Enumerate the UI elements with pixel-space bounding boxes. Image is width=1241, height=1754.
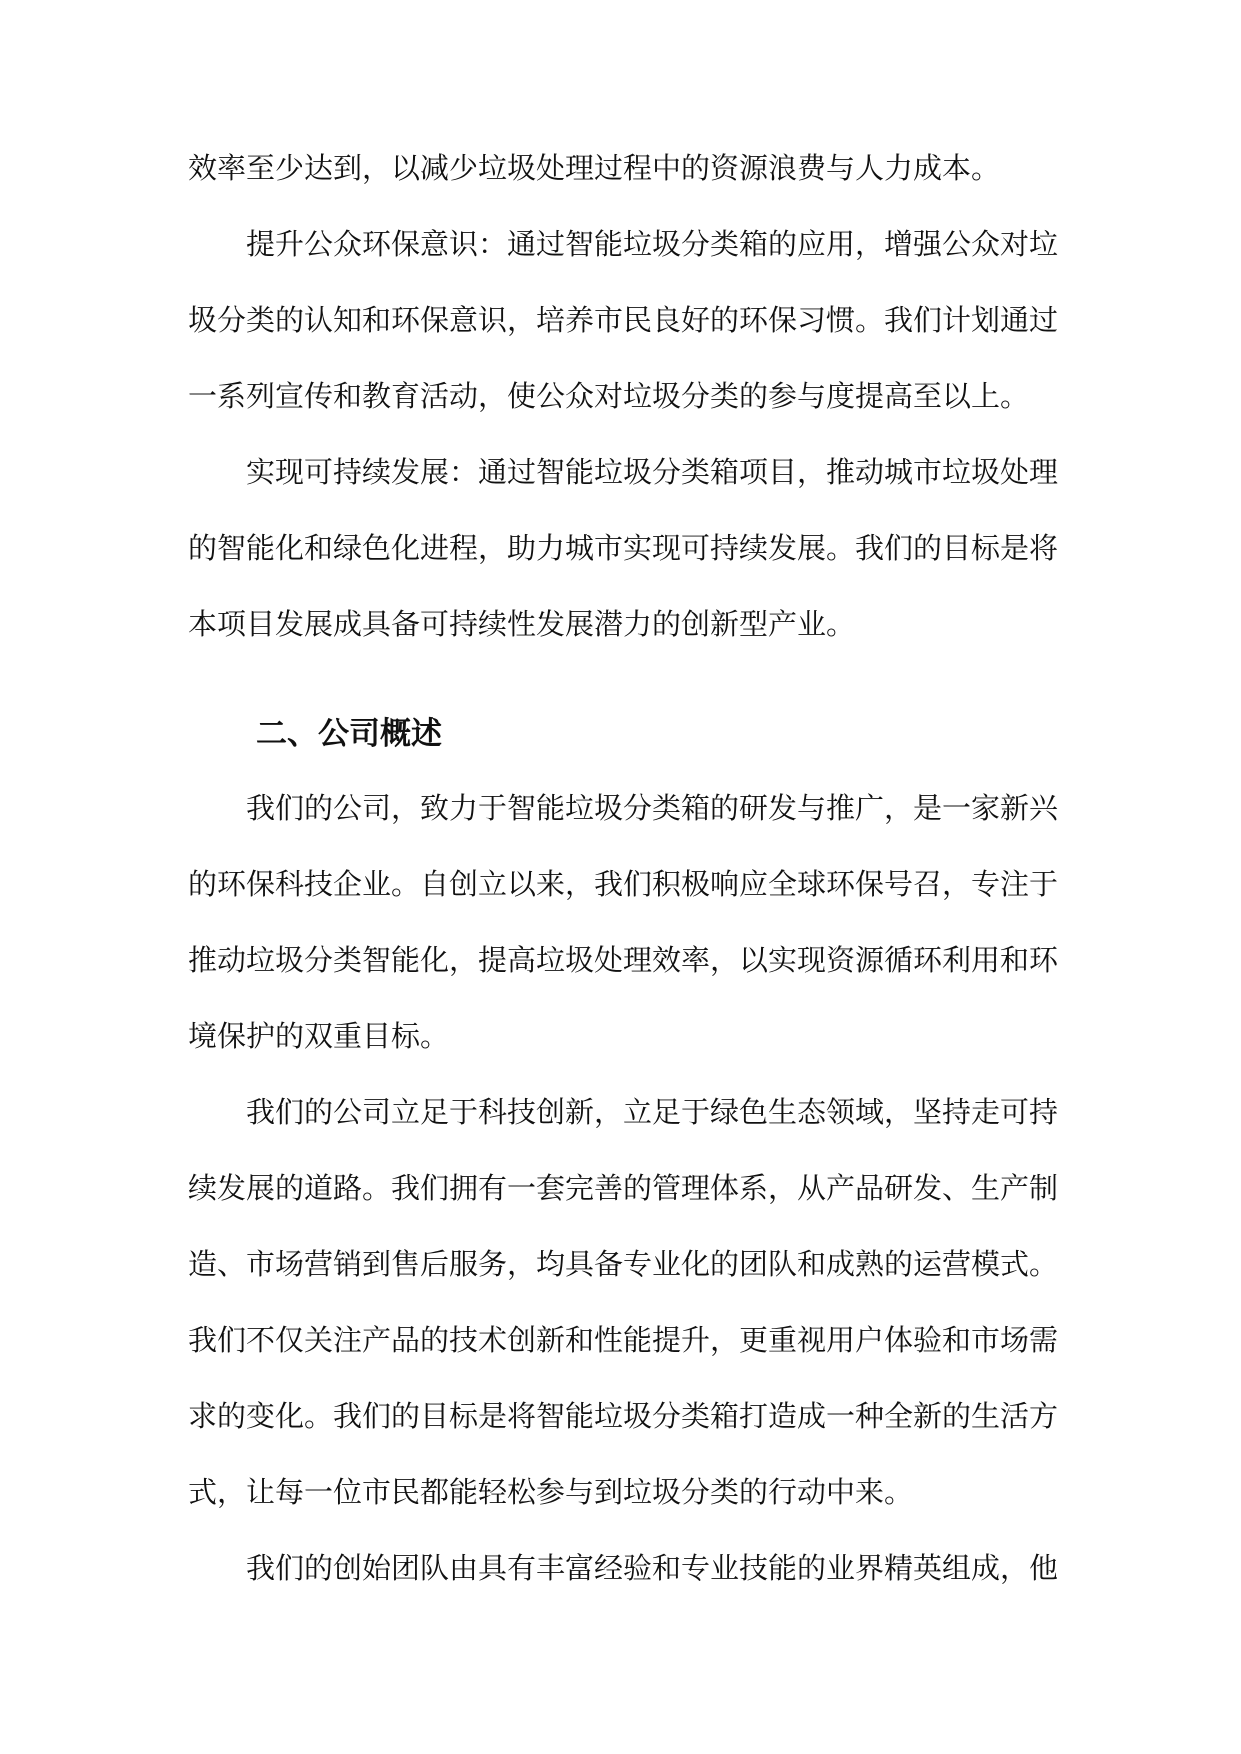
text-line: 我们的公司立足于科技创新，立足于绿色生态领域，坚持走可持 [246, 1095, 1059, 1129]
paragraph [188, 222, 1058, 450]
paragraphs-after [188, 786, 1058, 1622]
section-heading: 二、公司概述 [256, 716, 442, 752]
paragraph [188, 1546, 1058, 1622]
text-line: 的智能化和绿色化进程，助力城市实现可持续发展。我们的目标是将 [188, 531, 1059, 565]
paragraph [188, 786, 1058, 1090]
text-line: 我们的创始团队由具有丰富经验和专业技能的业界精英组成，他 [246, 1551, 1059, 1585]
text-line: 续发展的道路。我们拥有一套完善的管理体系，从产品研发、生产制 [188, 1171, 1059, 1205]
paragraphs-before [188, 146, 1058, 678]
text-line: 推动垃圾分类智能化，提高垃圾处理效率，以实现资源循环利用和环 [188, 943, 1059, 977]
text-line: 境保护的双重目标。 [188, 1019, 450, 1053]
text-line: 效率至少达到，以减少垃圾处理过程中的资源浪费与人力成本。 [188, 151, 1001, 185]
text-line: 我们不仅关注产品的技术创新和性能提升，更重视用户体验和市场需 [188, 1323, 1059, 1357]
text-line: 求的变化。我们的目标是将智能垃圾分类箱打造成一种全新的生活方 [188, 1399, 1059, 1433]
text-line: 实现可持续发展：通过智能垃圾分类箱项目，推动城市垃圾处理 [246, 455, 1059, 489]
text-line: 一系列宣传和教育活动，使公众对垃圾分类的参与度提高至以上。 [188, 379, 1030, 413]
text-line: 式，让每一位市民都能轻松参与到垃圾分类的行动中来。 [188, 1475, 914, 1509]
text-line: 本项目发展成具备可持续性发展潜力的创新型产业。 [188, 607, 856, 641]
text-line: 我们的公司，致力于智能垃圾分类箱的研发与推广，是一家新兴 [246, 791, 1059, 825]
paragraph [188, 450, 1058, 678]
text-line: 的环保科技企业。自创立以来，我们积极响应全球环保号召，专注于 [188, 867, 1059, 901]
text-line: 造、市场营销到售后服务，均具备专业化的团队和成熟的运营模式。 [188, 1247, 1059, 1281]
text-line: 提升公众环保意识：通过智能垃圾分类箱的应用，增强公众对垃 [246, 227, 1059, 261]
paragraph [188, 146, 1058, 222]
document-body [188, 146, 1058, 1622]
paragraph [188, 1090, 1058, 1546]
text-line: 圾分类的认知和环保意识，培养市民良好的环保习惯。我们计划通过 [188, 303, 1059, 337]
